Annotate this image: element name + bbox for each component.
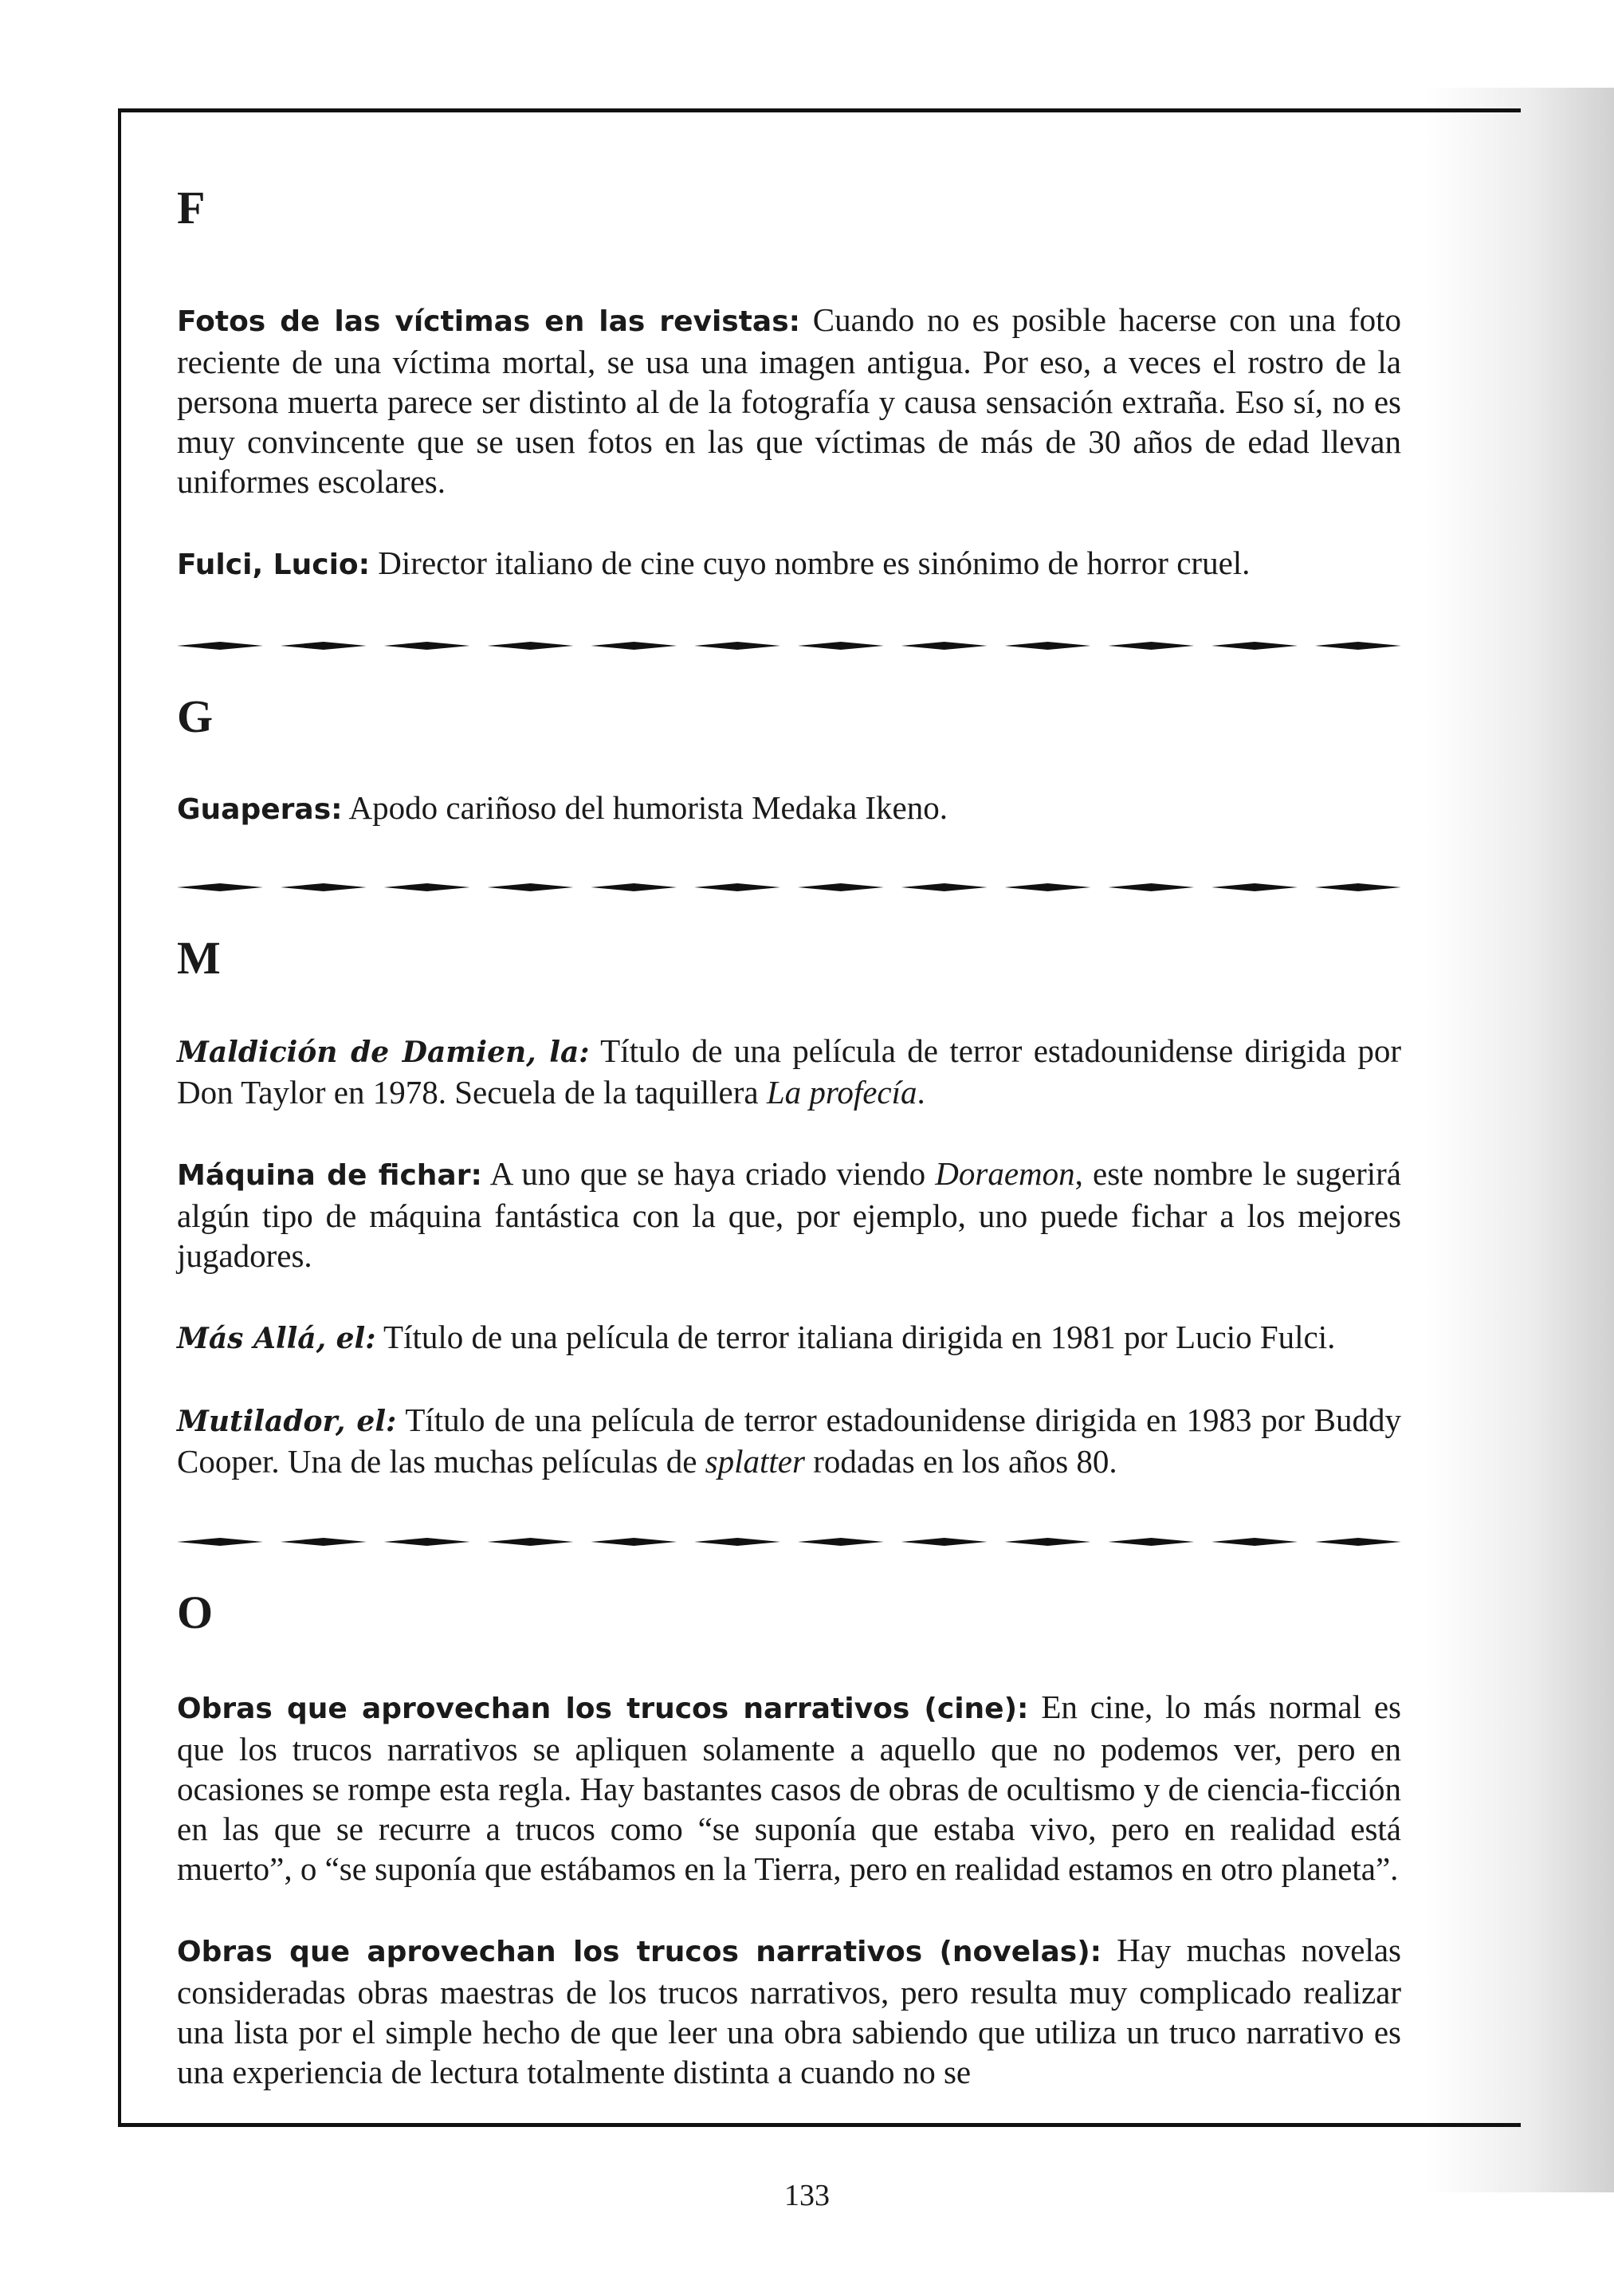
section-letter-o: O <box>177 1586 214 1638</box>
entry-term: Más Allá, el: <box>177 1322 376 1355</box>
entry-text: Título de una película de terror estadounidense dirigida por Don Taylor en 1978. Secuela de la taquillera <box>177 1032 1401 1111</box>
entry-text: Título de una película de terror estadounidense dirigida en 1983 por Buddy Cooper. Una de las muchas películas de <box>177 1402 1402 1480</box>
entry-term: Obras que aprovechan los trucos narrativos (cine): <box>177 1693 1029 1725</box>
entry-text: . <box>917 1074 925 1111</box>
entry-obras-cine <box>177 1687 1401 1889</box>
entry-guaperas <box>177 788 1401 830</box>
entry-term: Obras que aprovechan los trucos narrativos (novelas): <box>177 1936 1102 1968</box>
entry-obras-novelas <box>177 1930 1401 2092</box>
entry-text: Director italiano de cine cuyo nombre es sinónimo de horror cruel. <box>370 545 1251 581</box>
entry-text: rodadas en los años 80. <box>804 1443 1117 1480</box>
entry-term: Fulci, Lucio: <box>177 548 371 581</box>
entry-title-italic: Doraemon <box>935 1155 1075 1192</box>
entry-term: Maldición de Damien, la: <box>177 1036 590 1069</box>
section-divider <box>177 879 1401 895</box>
entry-term: Máquina de fichar: <box>177 1159 482 1192</box>
section-divider <box>177 638 1401 654</box>
page-number: 133 <box>784 2179 830 2212</box>
section-letter-m: M <box>177 932 222 984</box>
entry-fotos <box>177 300 1401 501</box>
entry-text: Apodo cariñoso del humorista Medaka Ikeno. <box>342 789 948 826</box>
glossary-content <box>177 182 1402 2092</box>
section-letter-g: G <box>177 690 214 742</box>
entry-text: Título de una película de terror italiana dirigida en 1981 por Lucio Fulci. <box>375 1319 1336 1355</box>
entry-text: Cuando no es posible hacerse con una foto reciente de una víctima mortal, se usa una imagen antigua. Por eso, a veces el rostro de la persona muerta parece ser distinto al de la fotografía y causa sensación extraña. Eso sí, no es muy convincente que se usen fotos en las que víctimas de más de 30 años de edad llevan uniformes escolares. <box>177 301 1401 500</box>
entry-mas-alla <box>177 1317 1401 1358</box>
section-letter-f: F <box>177 182 206 234</box>
entry-fulci <box>177 543 1401 585</box>
entry-maldicion <box>177 1031 1401 1112</box>
entry-maquina <box>177 1154 1401 1276</box>
entry-mutilador <box>177 1400 1401 1481</box>
entry-text: Hay muchas novelas consideradas obras maestras de los trucos narrativos, pero resulta muy complicado realizar una lista por el simple hecho de que leer una obra sabiendo que utiliza un truco narrativo es una experiencia de lectura totalmente distinta a cuando no se <box>177 1932 1401 2090</box>
entry-title-italic: splatter <box>705 1443 805 1480</box>
section-divider <box>177 1534 1401 1550</box>
entry-term: Fotos de las víctimas en las revistas: <box>177 305 801 338</box>
entry-term: Mutilador, el: <box>177 1405 397 1438</box>
entry-text: , este nombre le sugerirá algún tipo de máquina fantástica con la que, por ejemplo, uno puede fichar a los mejores jugadores. <box>177 1155 1401 1274</box>
entry-text: En cine, lo más normal es que los trucos narrativos se apliquen solamente a aquello que no podemos ver, pero en ocasiones se rompe esta regla. Hay bastantes casos de obras de ocultismo y de ciencia-ficción en las que se recurre a trucos como “se suponía que estaba vivo, pero en realidad está muerto”, o “se suponía que estábamos en la Tierra, pero en realidad estamos en otro planeta”. <box>177 1689 1401 1887</box>
entry-title-italic: La profecía <box>766 1074 917 1111</box>
entry-text: A uno que se haya criado viendo <box>481 1155 936 1192</box>
entry-term: Guaperas: <box>177 793 343 826</box>
